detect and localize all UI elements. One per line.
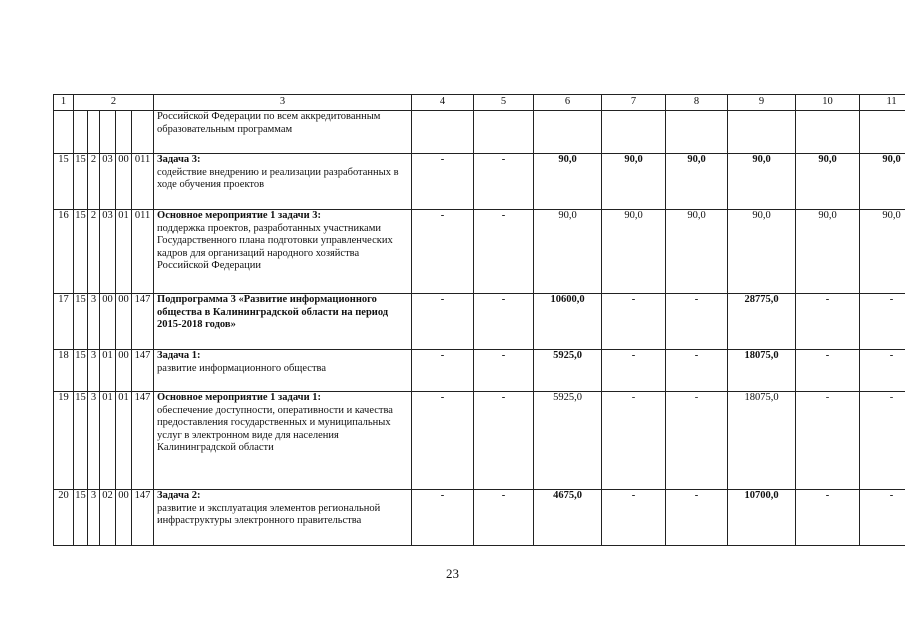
code-cell: 15 (74, 210, 88, 294)
description-cell (154, 350, 412, 392)
value-cell: - (474, 350, 534, 392)
code-cell: 01 (100, 392, 116, 490)
value-cell: - (796, 294, 860, 350)
value-cell: - (860, 392, 905, 490)
value-cell: - (412, 154, 474, 210)
description-body: поддержка проектов, разработанных участниками Государственного плана подготовки управленческих кадров для организаций народного хозяйства Российской Федерации (157, 222, 393, 271)
code-cell: 147 (132, 350, 154, 392)
value-cell: - (412, 294, 474, 350)
value-cell: - (602, 490, 666, 546)
value-cell: - (796, 350, 860, 392)
value-cell: 90,0 (860, 210, 905, 294)
value-cell: 90,0 (860, 154, 905, 210)
value-cell: - (474, 392, 534, 490)
value-cell: 90,0 (728, 210, 796, 294)
description-title: Задача 2: (157, 490, 201, 501)
description-title: Основное мероприятие 1 задачи 3: (157, 210, 322, 221)
value-cell: - (860, 350, 905, 392)
description-cell (154, 210, 412, 294)
description-title: Задача 3: (157, 154, 201, 165)
description-body: обеспечение доступности, оперативности и качества предоставления государственных и муниципальных услуг в электронном виде для населения Калининградской области (157, 404, 393, 453)
code-cell: 03 (100, 154, 116, 210)
code-cell: 01 (116, 210, 132, 294)
header-cell: 1 (54, 95, 74, 111)
code-cell: 01 (100, 350, 116, 392)
code-cell: 01 (116, 392, 132, 490)
description-body: развитие и эксплуатация элементов региональной инфраструктуры электронного правительства (157, 502, 381, 526)
header-cell: 5 (474, 95, 534, 111)
header-cell: 11 (860, 95, 905, 111)
value-cell: - (602, 350, 666, 392)
code-cell: 00 (116, 490, 132, 546)
value-cell: 5925,0 (534, 392, 602, 490)
code-cell: 15 (74, 350, 88, 392)
value-cell: - (412, 392, 474, 490)
value-cell: 90,0 (602, 210, 666, 294)
code-cell: 17 (54, 294, 74, 350)
description-title: Основное мероприятие 1 задачи 1: (157, 392, 322, 403)
value-cell: - (412, 490, 474, 546)
value-cell: - (666, 294, 728, 350)
header-cell: 6 (534, 95, 602, 111)
code-cell: 15 (74, 392, 88, 490)
code-cell: 3 (88, 392, 100, 490)
description-body: содействие внедрению и реализации разработанных в ходе обучения проектов (157, 166, 399, 190)
header-cell: 2 (74, 95, 154, 111)
code-cell: 15 (74, 154, 88, 210)
value-cell: - (860, 294, 905, 350)
value-cell: 4675,0 (534, 490, 602, 546)
value-cell: 90,0 (602, 154, 666, 210)
code-cell: 00 (116, 350, 132, 392)
code-cell: 2 (88, 154, 100, 210)
code-cell: 3 (88, 294, 100, 350)
value-cell: - (666, 490, 728, 546)
value-cell: - (412, 210, 474, 294)
value-cell: 10600,0 (534, 294, 602, 350)
value-cell: - (796, 490, 860, 546)
value-cell: 90,0 (666, 154, 728, 210)
value-cell: - (860, 490, 905, 546)
code-cell: 18 (54, 350, 74, 392)
budget-table (53, 94, 905, 546)
code-cell: 147 (132, 490, 154, 546)
value-cell: 18075,0 (728, 350, 796, 392)
value-cell: 90,0 (796, 154, 860, 210)
header-cell: 4 (412, 95, 474, 111)
code-cell: 15 (54, 154, 74, 210)
code-cell: 147 (132, 392, 154, 490)
value-cell: - (412, 350, 474, 392)
code-cell: 3 (88, 490, 100, 546)
description-body: развитие информационного общества (157, 362, 327, 374)
value-cell: - (602, 392, 666, 490)
header-cell: 7 (602, 95, 666, 111)
code-cell: 2 (88, 210, 100, 294)
code-cell: 03 (100, 210, 116, 294)
code-cell: 19 (54, 392, 74, 490)
description-cell (154, 392, 412, 490)
value-cell: 10700,0 (728, 490, 796, 546)
code-cell: 00 (116, 294, 132, 350)
value-cell: 90,0 (534, 210, 602, 294)
code-cell: 20 (54, 490, 74, 546)
value-cell: - (474, 154, 534, 210)
code-cell: 15 (74, 490, 88, 546)
header-cell: 9 (728, 95, 796, 111)
value-cell: 90,0 (534, 154, 602, 210)
page-number: 23 (446, 566, 459, 581)
code-cell: 3 (88, 350, 100, 392)
table-row (54, 154, 905, 210)
description-title: Подпрограмма 3 «Развитие информационного общества в Калининградской области на период 2015-2018 годов» (157, 294, 389, 330)
code-cell: 011 (132, 210, 154, 294)
header-cell: 3 (154, 95, 412, 111)
header-cell: 8 (666, 95, 728, 111)
code-cell: 15 (74, 294, 88, 350)
table-row (54, 392, 905, 490)
table-row (54, 490, 905, 546)
value-cell: - (666, 392, 728, 490)
description-cell (154, 294, 412, 350)
header-row (54, 95, 905, 111)
table-row (54, 350, 905, 392)
value-cell: 90,0 (728, 154, 796, 210)
code-cell: 00 (116, 154, 132, 210)
value-cell: - (666, 350, 728, 392)
value-cell: 28775,0 (728, 294, 796, 350)
code-cell: 02 (100, 490, 116, 546)
header-cell: 10 (796, 95, 860, 111)
code-cell: 16 (54, 210, 74, 294)
value-cell: 5925,0 (534, 350, 602, 392)
table-row (54, 294, 905, 350)
continuation-text: Российской Федерации по всем аккредитованным образовательным программам (154, 111, 412, 154)
code-cell: 011 (132, 154, 154, 210)
value-cell: 90,0 (666, 210, 728, 294)
value-cell: - (474, 294, 534, 350)
value-cell: - (602, 294, 666, 350)
continuation-row (54, 111, 905, 154)
description-cell (154, 490, 412, 546)
value-cell: - (474, 210, 534, 294)
table-row (54, 210, 905, 294)
value-cell: - (796, 392, 860, 490)
description-cell (154, 154, 412, 210)
value-cell: - (474, 490, 534, 546)
value-cell: 18075,0 (728, 392, 796, 490)
code-cell: 00 (100, 294, 116, 350)
value-cell: 90,0 (796, 210, 860, 294)
code-cell: 147 (132, 294, 154, 350)
description-title: Задача 1: (157, 350, 201, 361)
